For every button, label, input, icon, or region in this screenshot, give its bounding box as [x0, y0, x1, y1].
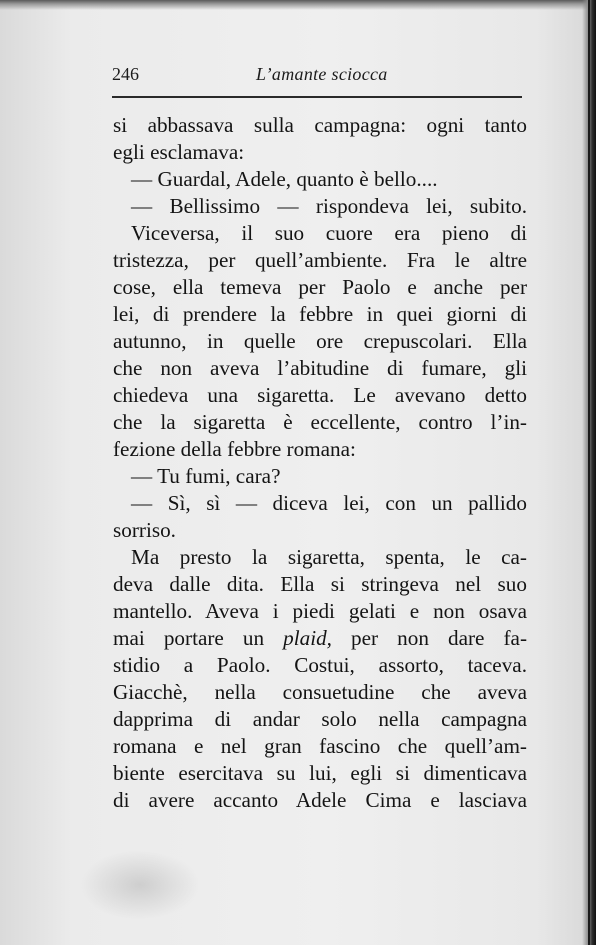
text-line: — Tu fumi, cara? [131, 464, 281, 488]
page-number: 246 [112, 64, 139, 84]
text-line: si abbassava sulla campagna: ogni tanto [113, 113, 527, 137]
text-line: dapprima di andar solo nella campagna [113, 707, 527, 731]
body-text [113, 112, 527, 814]
paper-stain [80, 850, 200, 920]
text-line: deva dalle dita. Ella si stringeva nel suo [113, 572, 527, 596]
text-line: romana e nel gran fascino che quell’am- [113, 734, 527, 758]
text-fragment: mai portare un [113, 626, 284, 650]
text-line: che non aveva l’abitudine di fumare, gli [113, 356, 527, 380]
text-line: — Sì, sì — diceva lei, con un pallido [131, 491, 527, 515]
text-fragment: per non dare fa- [331, 626, 528, 650]
italic-word: plaid, [283, 626, 332, 650]
text-line: Giacchè, nella consuetudine che aveva [113, 680, 527, 704]
text-line: Ma presto la sigaretta, spenta, le ca- [131, 545, 527, 569]
text-line: biente esercitava su lui, egli si dimenticava [113, 761, 527, 785]
text-line: Viceversa, il suo cuore era pieno di [131, 221, 527, 245]
text-line: — Guardal, Adele, quanto è bello.... [131, 167, 438, 191]
text-line: tristezza, per quell’ambiente. Fra le altre [113, 248, 527, 272]
header-rule [112, 96, 522, 98]
text-line: stidio a Paolo. Costui, assorto, taceva. [113, 653, 527, 677]
running-title: L’amante sciocca [256, 64, 388, 84]
text-line: fezione della febbre romana: [113, 437, 356, 461]
page-top-shadow [0, 0, 596, 10]
text-line: che la sigaretta è eccellente, contro l’in- [113, 410, 527, 434]
text-line: chiedeva una sigaretta. Le avevano detto [113, 383, 527, 407]
page-header [112, 62, 522, 88]
text-line-mixed [113, 625, 527, 652]
text-line: sorriso. [113, 518, 176, 542]
text-line: autunno, in quelle ore crepuscolari. Ella [113, 329, 527, 353]
page-edge-line [588, 0, 590, 945]
text-line: di avere accanto Adele Cima e lasciava [113, 788, 527, 812]
text-line: — Bellissimo — rispondeva lei, subito. [131, 194, 527, 218]
text-line: egli esclamava: [113, 140, 245, 164]
text-line: lei, di prendere la febbre in quei giorni di [113, 302, 527, 326]
text-line: cose, ella temeva per Paolo e anche per [113, 275, 527, 299]
text-line: mantello. Aveva i piedi gelati e non osava [113, 599, 527, 623]
